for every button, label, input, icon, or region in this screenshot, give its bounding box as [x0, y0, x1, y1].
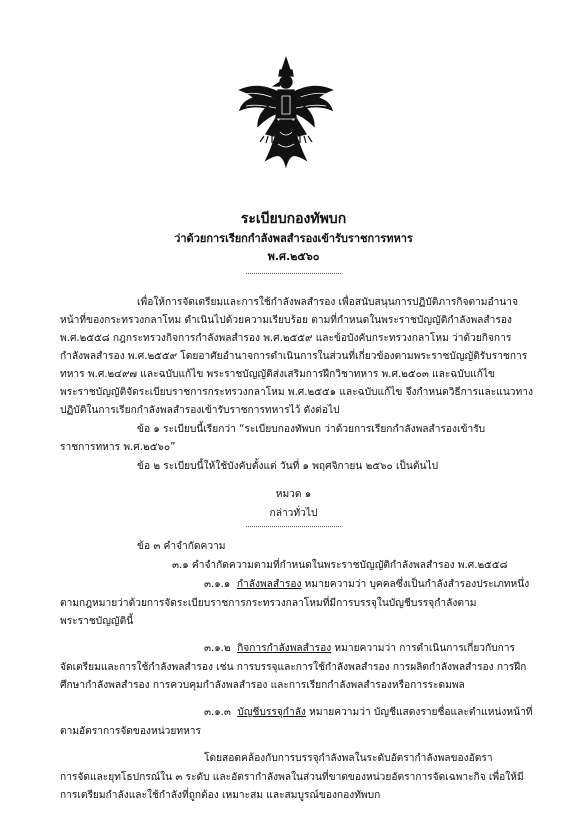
definition-number: ๓.๑.๒: [204, 643, 231, 654]
definition-3-1-3: [204, 706, 533, 720]
clause-1-line: ข้อ ๑ ระเบียบนี้เรียกว่า “ระเบียบกองทัพบก ว่าด้วยการเรียกกำลังพลสำรองเข้ารับ: [137, 424, 486, 435]
clause-1-line: ราชการทหาร พ.ศ.๒๕๖๐”: [60, 442, 176, 453]
definition-line: โดยสอดคล้องกับการบรรจุกำลังพลในระดับอัตรากำลังพลของอัตรา: [204, 753, 493, 764]
definition-line: ศึกษากำลังพลสำรอง การควบคุมกำลังพลสำรอง และการเรียกกำลังพลสำรองหรือการระดมพล: [60, 680, 465, 691]
definition-line: การเตรียมกำลังและใช้กำลังที่ถูกต้อง เหมาะสม และสมบูรณ์ของกองทัพบก: [60, 790, 381, 801]
document-year: พ.ศ.๒๕๖๐: [267, 250, 320, 263]
definition-number: ๓.๑.๑: [204, 579, 231, 590]
clause-3-heading: ข้อ ๓ คำจำกัดความ: [137, 541, 226, 552]
definition-text: หมายความว่า การดำเนินการเกี่ยวกับการ: [331, 643, 516, 654]
definition-line: ตามอัตราการจัดของหน่วยทหาร: [60, 726, 201, 737]
clause-3-1: ๓.๑ คำจำกัดความตามที่กำหนดในพระราชบัญญัติกำลังพลสำรอง พ.ศ.๒๕๕๘: [172, 560, 508, 571]
preamble-line: ทหาร พ.ศ.๒๔๙๗ และฉบับแก้ไข พระราชบัญญัติส่งเสริมการฝึกวิชาทหาร พ.ศ.๒๕๐๓ และฉบับแก้ไข: [60, 369, 496, 380]
preamble-line: กำลังพลสำรอง พ.ศ.๒๕๕๙ โดยอาศัยอำนาจการดำเนินการในส่วนที่เกี่ยวข้องตามพระราชบัญญัติรับราชการ: [60, 351, 528, 362]
definition-term: กำลังพลสำรอง: [236, 579, 302, 590]
chapter-divider: [246, 526, 341, 527]
definition-line: ตามกฎหมายว่าด้วยการจัดระเบียบราชการกระทรวงกลาโหมที่มีการบรรจุในบัญชีบรรจุกำลังตาม: [60, 598, 477, 609]
definition-number: ๓.๑.๓: [204, 707, 231, 718]
chapter-number: หมวด ๑: [275, 489, 312, 500]
chapter-name: กล่าวทั่วไป: [269, 508, 318, 519]
definition-line: จัดเตรียมและการใช้กำลังพลสำรอง เช่น การบรรจุและการใช้กำลังพลสำรอง การผลิตกำลังพลสำรอง การฝึก: [60, 662, 527, 673]
preamble-line: ปฏิบัติในการเรียกกำลังพลสำรองเข้ารับราชการทหารไว้ ดังต่อไป: [60, 405, 340, 416]
preamble-line: หน้าที่ของกระทรวงกลาโหม ดำเนินไปด้วยความเรียบร้อย ตามที่กำหนดในพระราชบัญญัติกำลังพลสำรอง: [60, 315, 512, 326]
title-divider: [246, 273, 341, 274]
garuda-emblem-icon: [236, 56, 336, 168]
definition-text: หมายความว่า บัญชีแสดงรายชื่อและตำแหน่งหน้าที่: [305, 707, 533, 718]
preamble-line: พระราชบัญญัติจัดระเบียบราชการกระทรวงกลาโหม พ.ศ.๒๕๕๑ และฉบับแก้ไข จึงกำหนดวิธีการและแนวทาง: [60, 387, 533, 398]
preamble-line: พ.ศ.๒๕๕๘ กฎกระทรวงกิจการกำลังพลสำรอง พ.ศ.๒๕๕๙ และข้อบังคับกระทรวงกลาโหม ว่าด้วยกิจการ: [60, 333, 512, 344]
definition-text: หมายความว่า บุคคลซึ่งเป็นกำลังสำรองประเภทหนึ่ง: [301, 579, 530, 590]
definition-line: การจัดและยุทโธปกรณ์ใน ๓ ระดับ และอัตรากำลังพลในส่วนที่ขาดของหน่วยอัตราการจัดเฉพาะกิจ เพื่อให้มี: [60, 772, 524, 783]
document-title: ระเบียบกองทัพบก: [240, 211, 347, 227]
definition-term: กิจการกำลังพลสำรอง: [237, 643, 332, 654]
definition-3-1-2: [204, 642, 515, 656]
clause-2-line: ข้อ ๒ ระเบียบนี้ให้ใช้บังคับตั้งแต่ วันที่ ๑ พฤศจิกายน ๒๕๖๐ เป็นต้นไป: [137, 461, 439, 472]
definition-term: บัญชีบรรจุกำลัง: [237, 707, 306, 718]
preamble-line: เพื่อให้การจัดเตรียมและการใช้กำลังพลสำรอง เพื่อสนับสนุนการปฏิบัติภารกิจตามอำนาจ: [137, 297, 518, 308]
document-subtitle: ว่าด้วยการเรียกกำลังพลสำรองเข้ารับราชการทหาร: [174, 232, 413, 245]
definition-line: พระราชบัญญัตินี้: [60, 616, 134, 627]
definition-3-1-1: [204, 578, 529, 592]
